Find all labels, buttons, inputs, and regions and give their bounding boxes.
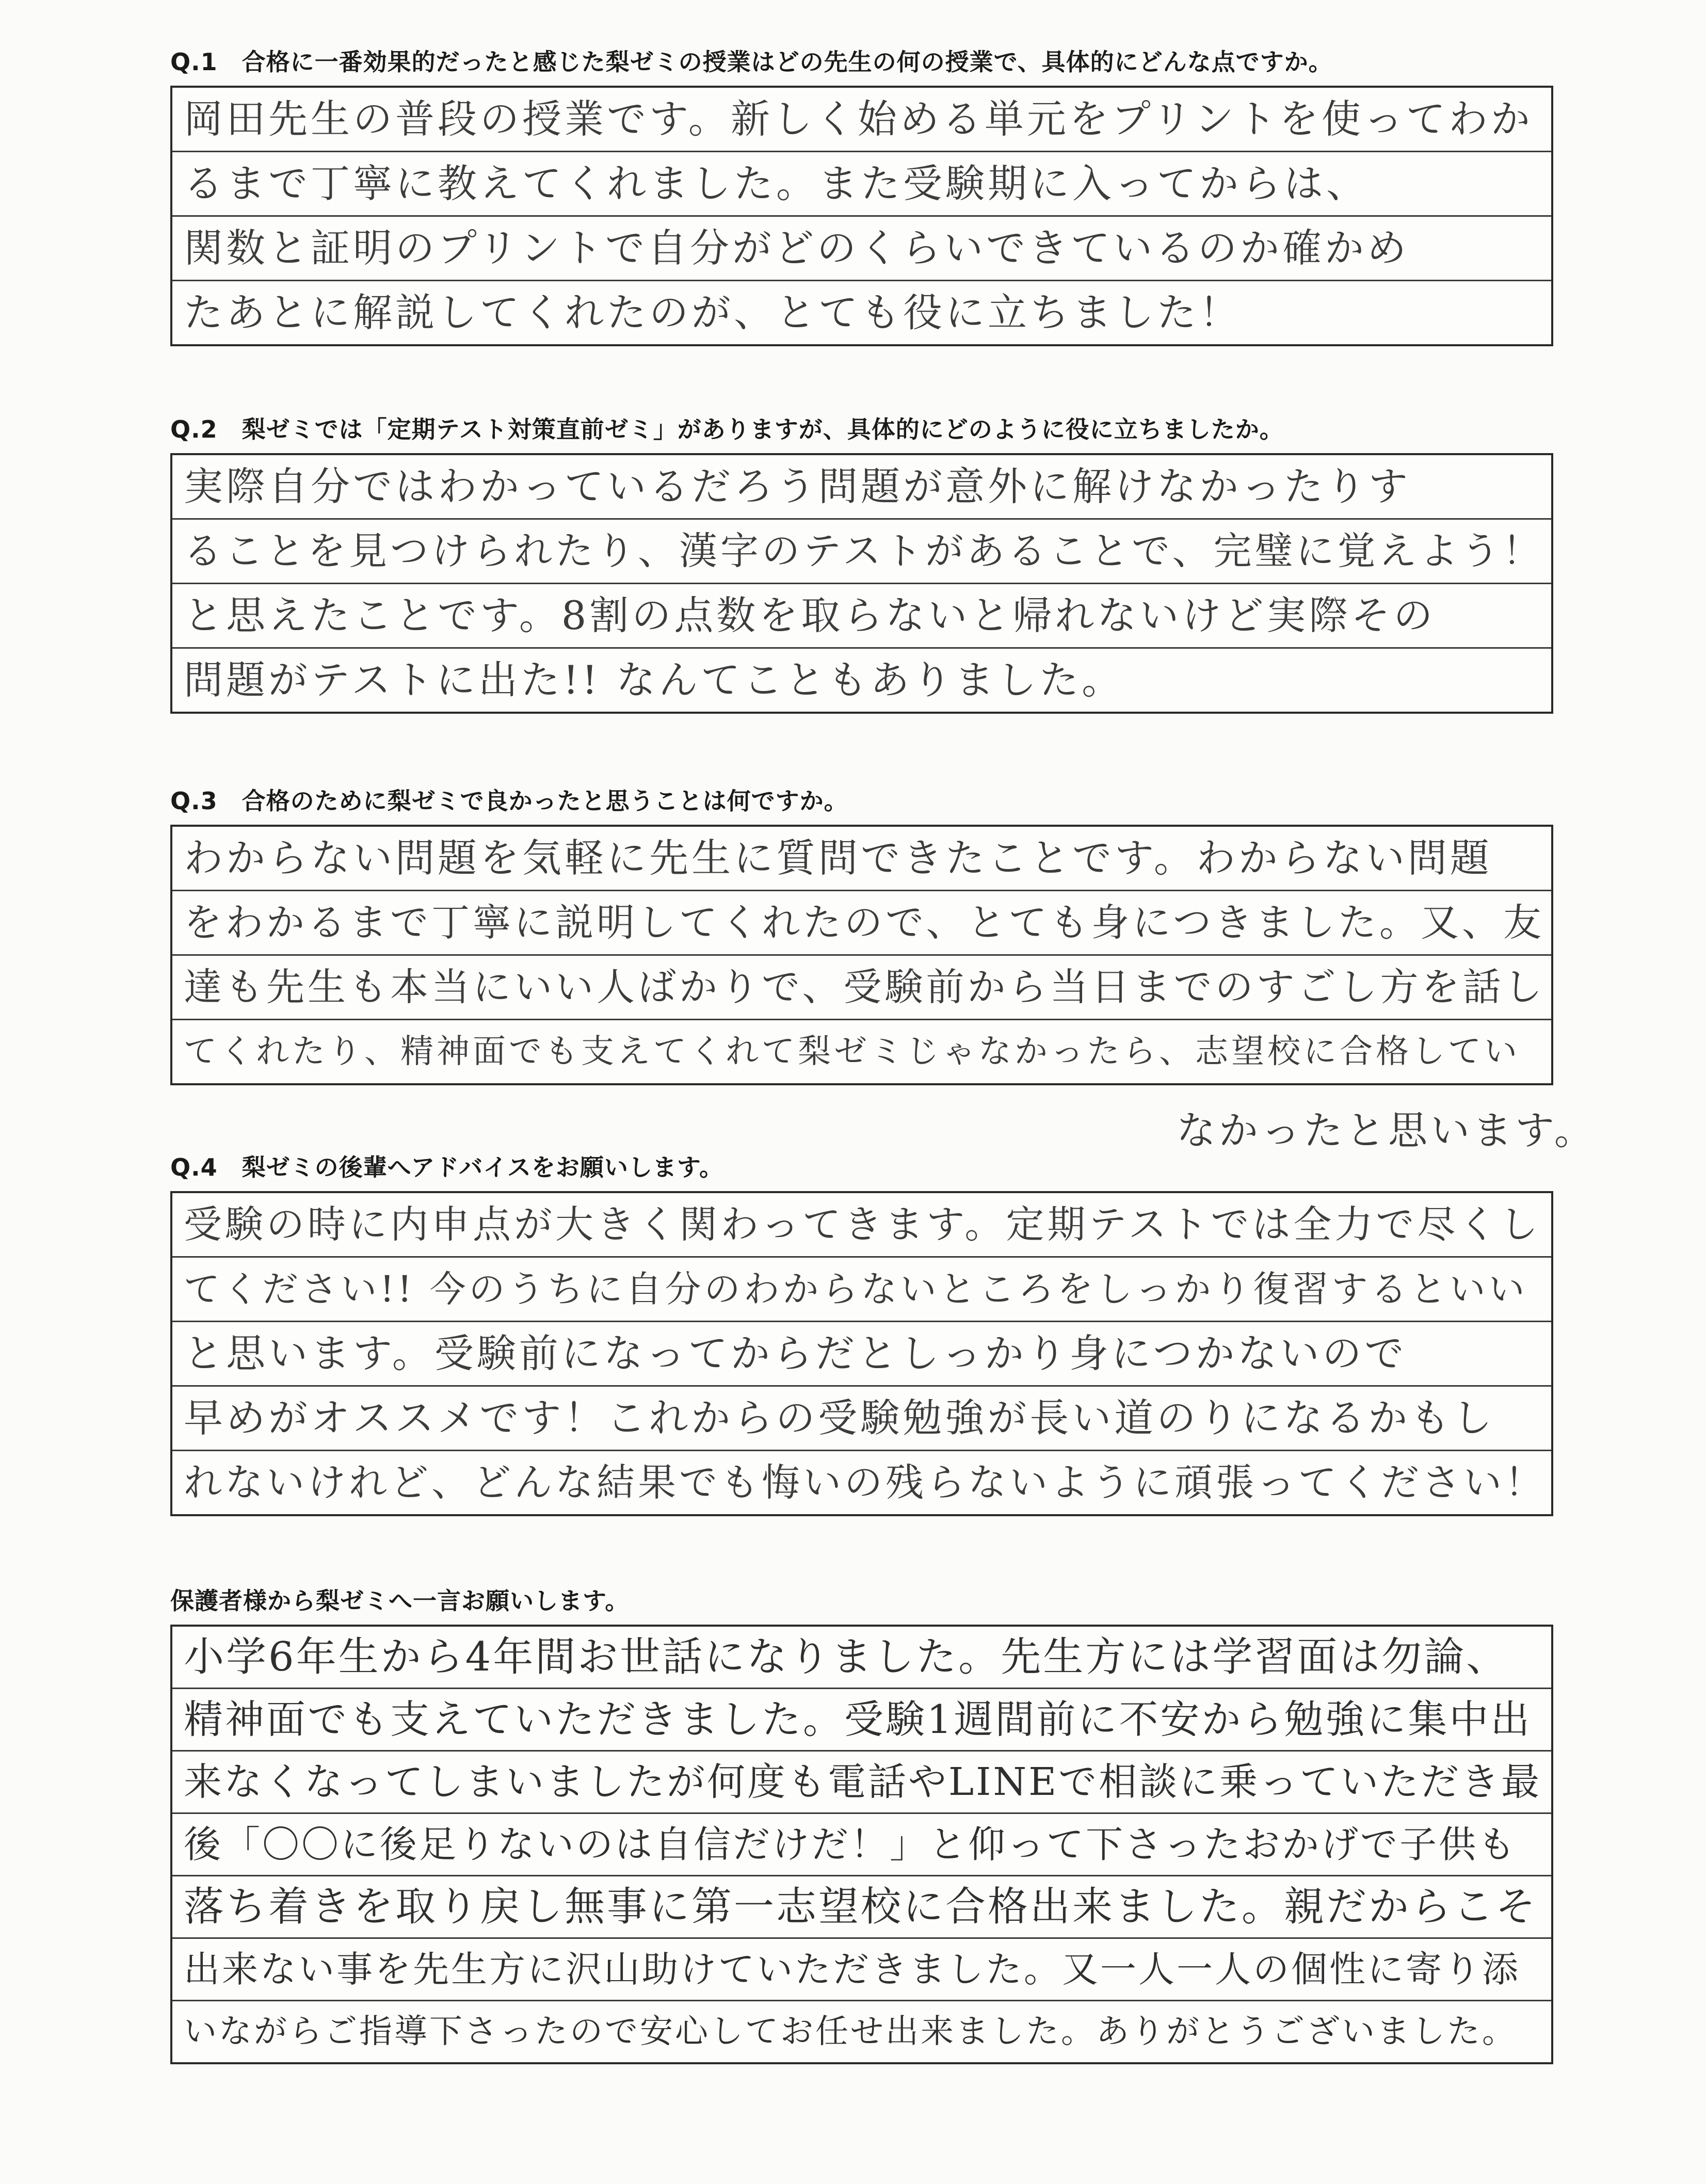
q3-answer-line: 達も先生も本当にいい人ばかりで、受験前から当日までのすごし方を話し [172,956,1551,1020]
q3-answer-line: てくれたり、精神面でも支えてくれて梨ゼミじゃなかったら、志望校に合格してい [184,1033,1520,1071]
parent-section [170,1584,1553,2064]
parent-answer-line: 後「〇〇に後足りないのは自信だけだ！」と仰って下さったおかげで子供も [172,1814,1551,1876]
q4-title: Q.4 梨ゼミの後輩へアドバイスをお願いします。 [170,1153,724,1181]
parent-answer-line: 落ち着きを取り戻し無事に第一志望校に合格出来ました。親だからこそ [172,1876,1551,1939]
q2-title: Q.2 梨ゼミでは「定期テスト対策直前ゼミ」がありますが、具体的にどのように役に立ちましたか。 [170,415,1284,443]
q3-section [170,784,1597,1153]
q3-answer-line: わからない問題を気軽に先生に質問できたことです。わからない問題 [172,827,1551,891]
parent-title: 保護者様から梨ゼミへ一言お願いします。 [170,1587,630,1615]
q4-answer-line: と思います。受験前になってからだとしっかり身につかないので [172,1322,1551,1387]
q1-answer-line: たあとに解説してくれたのが、とても役に立ちました！ [184,290,1242,335]
q2-answer-box [170,453,1553,714]
parent-answer-line: 精神面でも支えていただきました。受験1週間前に不安から勉強に集中出 [172,1689,1551,1752]
q3-answer-box [170,825,1553,1085]
q2-answer-line: ることを見つけられたり、漢字のテストがあることで、完璧に覚えよう！ [172,520,1551,584]
q1-answer-line: 関数と証明のプリントで自分がどのくらいできているのか確かめ [172,217,1551,281]
q2-answer-line: 実際自分ではわかっているだろう問題が意外に解けなかったりす [172,455,1551,520]
q1-answer-line: 岡田先生の普段の授業です。新しく始める単元をプリントを使ってわか [172,88,1551,152]
parent-answer-line: 出来ない事を先生方に沢山助けていただきました。又一人一人の個性に寄り添 [172,1939,1551,2001]
q3-overflow-text: なかったと思います。 [1177,1107,1597,1153]
parent-answer-line: 来なくなってしまいましたが何度も電話やLINEで相談に乗っていただき最 [172,1752,1551,1814]
q2-section [170,413,1553,714]
q4-answer-line: 受験の時に内申点が大きく関わってきます。定期テストでは全力で尽くし [172,1193,1551,1258]
q4-answer-box [170,1191,1553,1516]
q3-title: Q.3 合格のために梨ゼミで良かったと思うことは何ですか。 [170,787,848,815]
q4-answer-line: 早めがオススメです！これからの受験勉強が長い道のりになるかもし [172,1387,1551,1451]
parent-answer-line: 小学6年生から4年間お世話になりました。先生方には学習面は勿論、 [172,1627,1551,1689]
q1-section [170,45,1553,346]
q1-answer-box [170,86,1553,346]
q4-answer-line: てください!! 今のうちに自分のわからないところをしっかり復習するといい [172,1258,1551,1322]
q2-answer-line: と思えたことです。8割の点数を取らないと帰れないけど実際その [172,584,1551,649]
q1-title: Q.1 合格に一番効果的だったと感じた梨ゼミの授業はどの先生の何の授業で、具体的にどんな点ですか。 [170,48,1333,76]
q2-answer-line: 問題がテストに出た!! なんてこともありました。 [184,657,1124,703]
q4-section [170,1151,1553,1516]
parent-answer-line: いながらご指導下さったので安心してお任せ出来ました。ありがとうございました。 [184,2013,1517,2051]
q4-answer-line: れないけれど、どんな結果でも悔いの残らないように頑張ってください！ [184,1460,1546,1505]
parent-answer-box [170,1625,1553,2064]
q3-answer-line: をわかるまで丁寧に説明してくれたので、とても身につきました。又、友 [172,891,1551,956]
q1-answer-line: るまで丁寧に教えてくれました。また受験期に入ってからは、 [172,152,1551,217]
